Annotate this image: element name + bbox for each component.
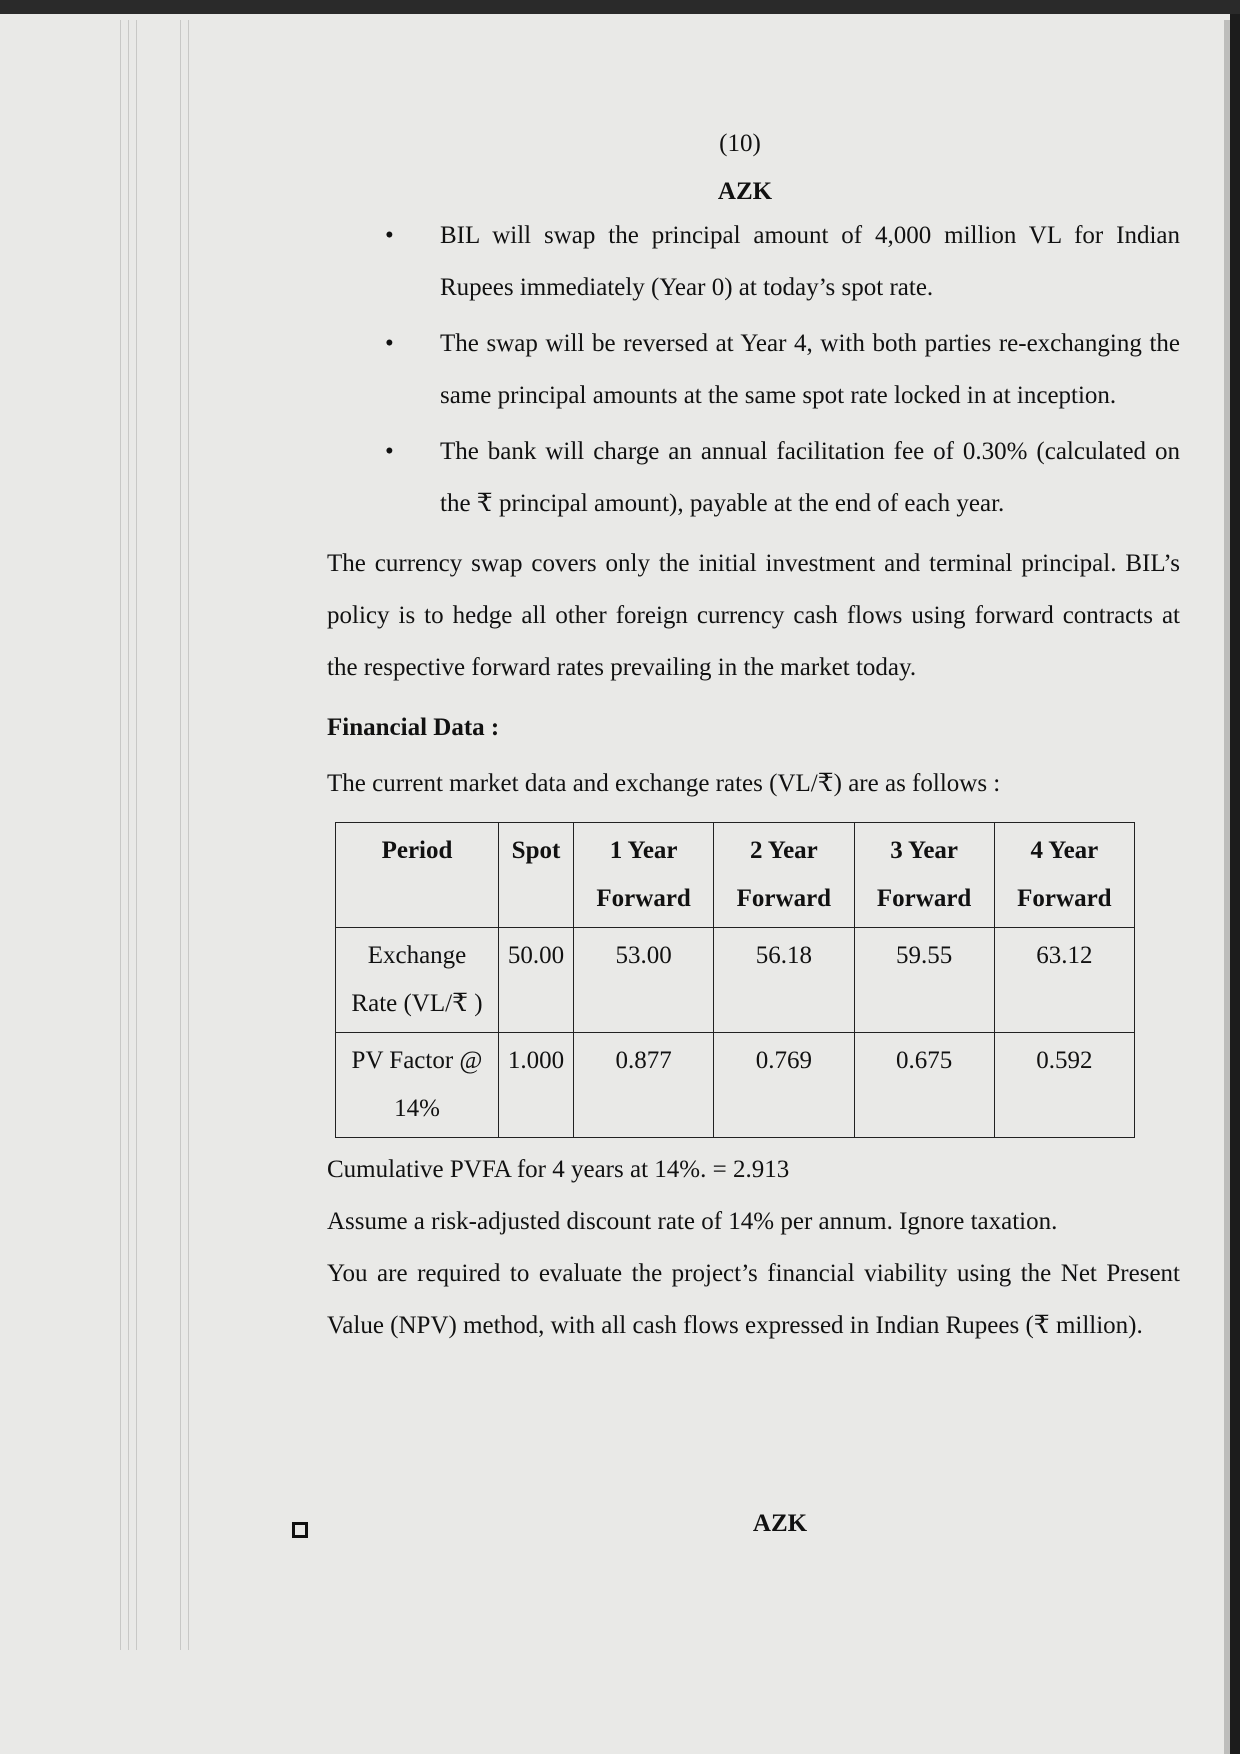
table-cell: 1.000	[499, 1033, 574, 1138]
table-header-cell: 1 Year Forward	[574, 823, 714, 928]
table-cell: 0.675	[854, 1033, 994, 1138]
page-header: AZK	[717, 178, 773, 205]
page-body	[327, 210, 1180, 1352]
swap-paragraph: The currency swap covers only the initial investment and terminal principal. BIL’s policy is to hedge all other foreign currency cash flows using forward contracts at the respective forward rates prevailing in the market today.	[327, 550, 1180, 681]
table-header-cell: Spot	[499, 823, 574, 928]
table-header-row	[336, 823, 1135, 928]
binding-line	[188, 20, 189, 1650]
row-label: PV Factor @ 14%	[336, 1033, 499, 1138]
financial-data-table	[335, 822, 1135, 1138]
bullet-text: BIL will swap the principal amount of 4,000 million VL for Indian Rupees immediately (Year 0) at today’s spot rate.	[440, 222, 1180, 301]
requirement-text: You are required to evaluate the project’s financial viability using the Net Present Value (NPV) method, with all cash flows expressed in Indian Rupees (₹ million).	[327, 1260, 1180, 1339]
table-intro: The current market data and exchange rates (VL/₹) are as follows :	[327, 770, 1001, 797]
table-cell: 63.12	[994, 928, 1134, 1033]
scan-right-edge	[1230, 14, 1240, 1754]
table-cell: 0.592	[994, 1033, 1134, 1138]
table-row	[336, 1033, 1135, 1138]
bullet-text: The bank will charge an annual facilitation fee of 0.30% (calculated on the ₹ principal amount), payable at the end of each year.	[440, 438, 1180, 517]
cumulative-pvfa: Cumulative PVFA for 4 years at 14%. = 2.913	[327, 1156, 790, 1183]
scan-top-edge	[0, 0, 1240, 14]
binding-line	[136, 20, 137, 1650]
binding-line	[128, 20, 129, 1650]
table-header-cell: 3 Year Forward	[854, 823, 994, 928]
table-cell: 56.18	[714, 928, 854, 1033]
table-cell: 0.877	[574, 1033, 714, 1138]
bullet-dot: •	[385, 438, 394, 465]
bullet-item	[385, 318, 1180, 422]
bullet-text: The swap will be reversed at Year 4, with both parties re-exchanging the same principal amounts at the same spot rate locked in at inception.	[440, 330, 1180, 409]
bullet-item	[385, 426, 1180, 530]
table-header-cell: Period	[336, 823, 499, 928]
bullet-item	[385, 210, 1180, 314]
table-header-cell: 4 Year Forward	[994, 823, 1134, 928]
page-number: (10)	[719, 130, 761, 157]
table-cell: 50.00	[499, 928, 574, 1033]
table-row	[336, 928, 1135, 1033]
assumption-text: Assume a risk-adjusted discount rate of 14% per annum. Ignore taxation.	[327, 1208, 1058, 1235]
table-cell: 53.00	[574, 928, 714, 1033]
bullet-dot: •	[385, 330, 394, 357]
bullet-dot: •	[385, 222, 394, 249]
table-header-cell: 2 Year Forward	[714, 823, 854, 928]
binding-line	[120, 20, 121, 1650]
page-footer: AZK	[752, 1510, 808, 1537]
row-label: Exchange Rate (VL/₹ )	[336, 928, 499, 1033]
table-cell: 59.55	[854, 928, 994, 1033]
section-heading: Financial Data :	[327, 714, 500, 741]
table-cell: 0.769	[714, 1033, 854, 1138]
binding-line	[180, 20, 181, 1650]
